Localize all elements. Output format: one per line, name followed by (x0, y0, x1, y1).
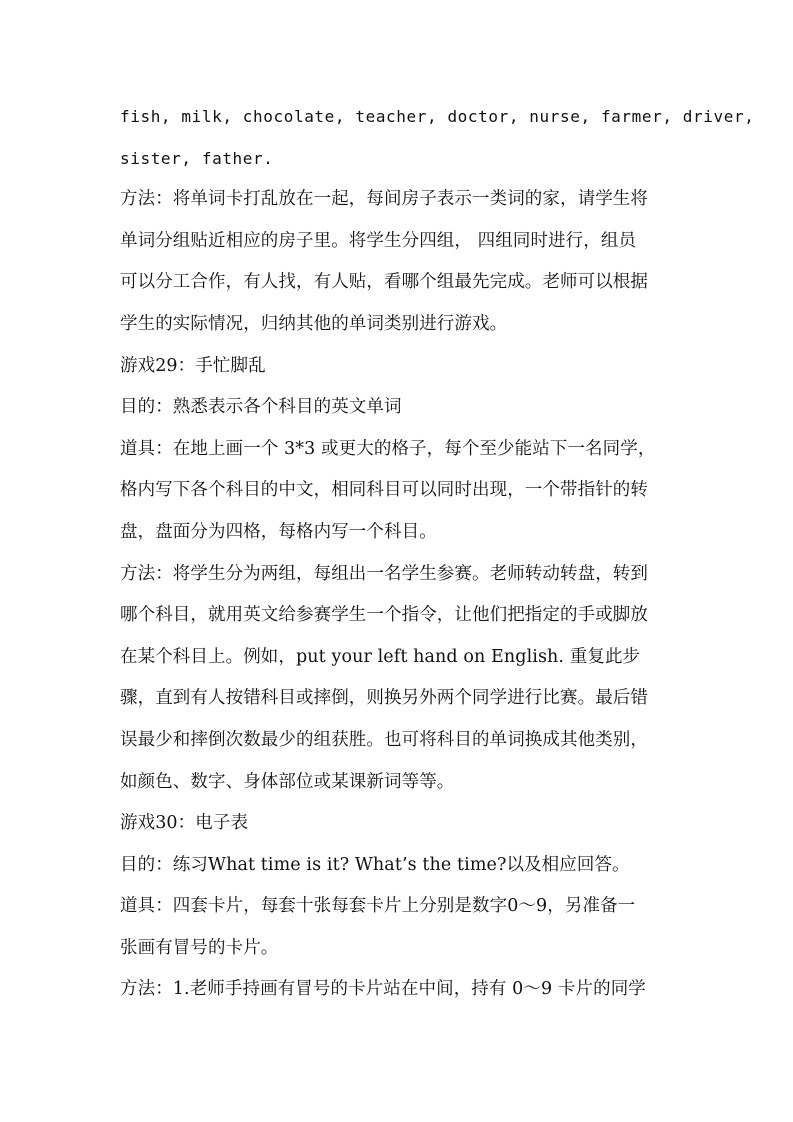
text-line-14: 在某个科目上。例如，put your left hand on English. 重复此步 (120, 646, 641, 667)
text-line-4: 单词分组贴近相应的房子里。将学生分四组， 四组同时进行，组员 (120, 230, 637, 251)
text-line-20: 道具：四套卡片，每套十张每套卡片上分别是数字0～9，另准备一 (120, 896, 636, 917)
document-page (120, 96, 755, 1011)
text-line-22: 方法：1.老师手持画有冒号的卡片站在中间，持有 0～9 卡片的同学 (120, 979, 646, 1000)
game-29-heading: 游戏29：手忙脚乱 (120, 355, 266, 376)
text-line-6: 学生的实际情况，归纳其他的单词类别进行游戏。 (120, 313, 508, 334)
text-line-8: 目的：熟悉表示各个科目的英文单词 (120, 397, 402, 418)
text-line-13: 哪个科目，就用英文给参赛学生一个指令，让他们把指定的手或脚放 (120, 605, 648, 626)
text-line-15: 骤，直到有人按错科目或摔倒，则换另外两个同学进行比赛。最后错 (120, 688, 648, 709)
text-line-3: 方法：将单词卡打乱放在一起，每间房子表示一类词的家，请学生将 (120, 189, 648, 210)
text-line-1: fish, milk, chocolate, teacher, doctor, nurse, farmer, driver, (120, 107, 755, 126)
game-30-heading: 游戏30：电子表 (120, 813, 249, 834)
text-line-9: 道具：在地上画一个 3*3 或更大的格子，每个至少能站下一名同学， (120, 438, 656, 459)
text-line-5: 可以分工合作，有人找，有人贴，看哪个组最先完成。老师可以根据 (120, 272, 648, 293)
text-line-11: 盘，盘面分为四格，每格内写一个科目。 (120, 521, 437, 542)
text-line-2: sister, father. (120, 148, 274, 168)
text-line-12: 方法：将学生分为两组，每组出一名学生参赛。老师转动转盘，转到 (120, 563, 648, 584)
text-line-17: 如颜色、数字、身体部位或某课新词等等。 (120, 771, 455, 792)
text-line-19: 目的：练习What time is it? What’s the time?以及相应回答。 (120, 854, 630, 875)
text-line-21: 张画有冒号的卡片。 (120, 937, 279, 958)
text-line-16: 误最少和摔倒次数最少的组获胜。也可将科目的单词换成其他类别， (120, 729, 648, 750)
text-line-10: 格内写下各个科目的中文，相同科目可以同时出现，一个带指针的转 (120, 480, 648, 501)
